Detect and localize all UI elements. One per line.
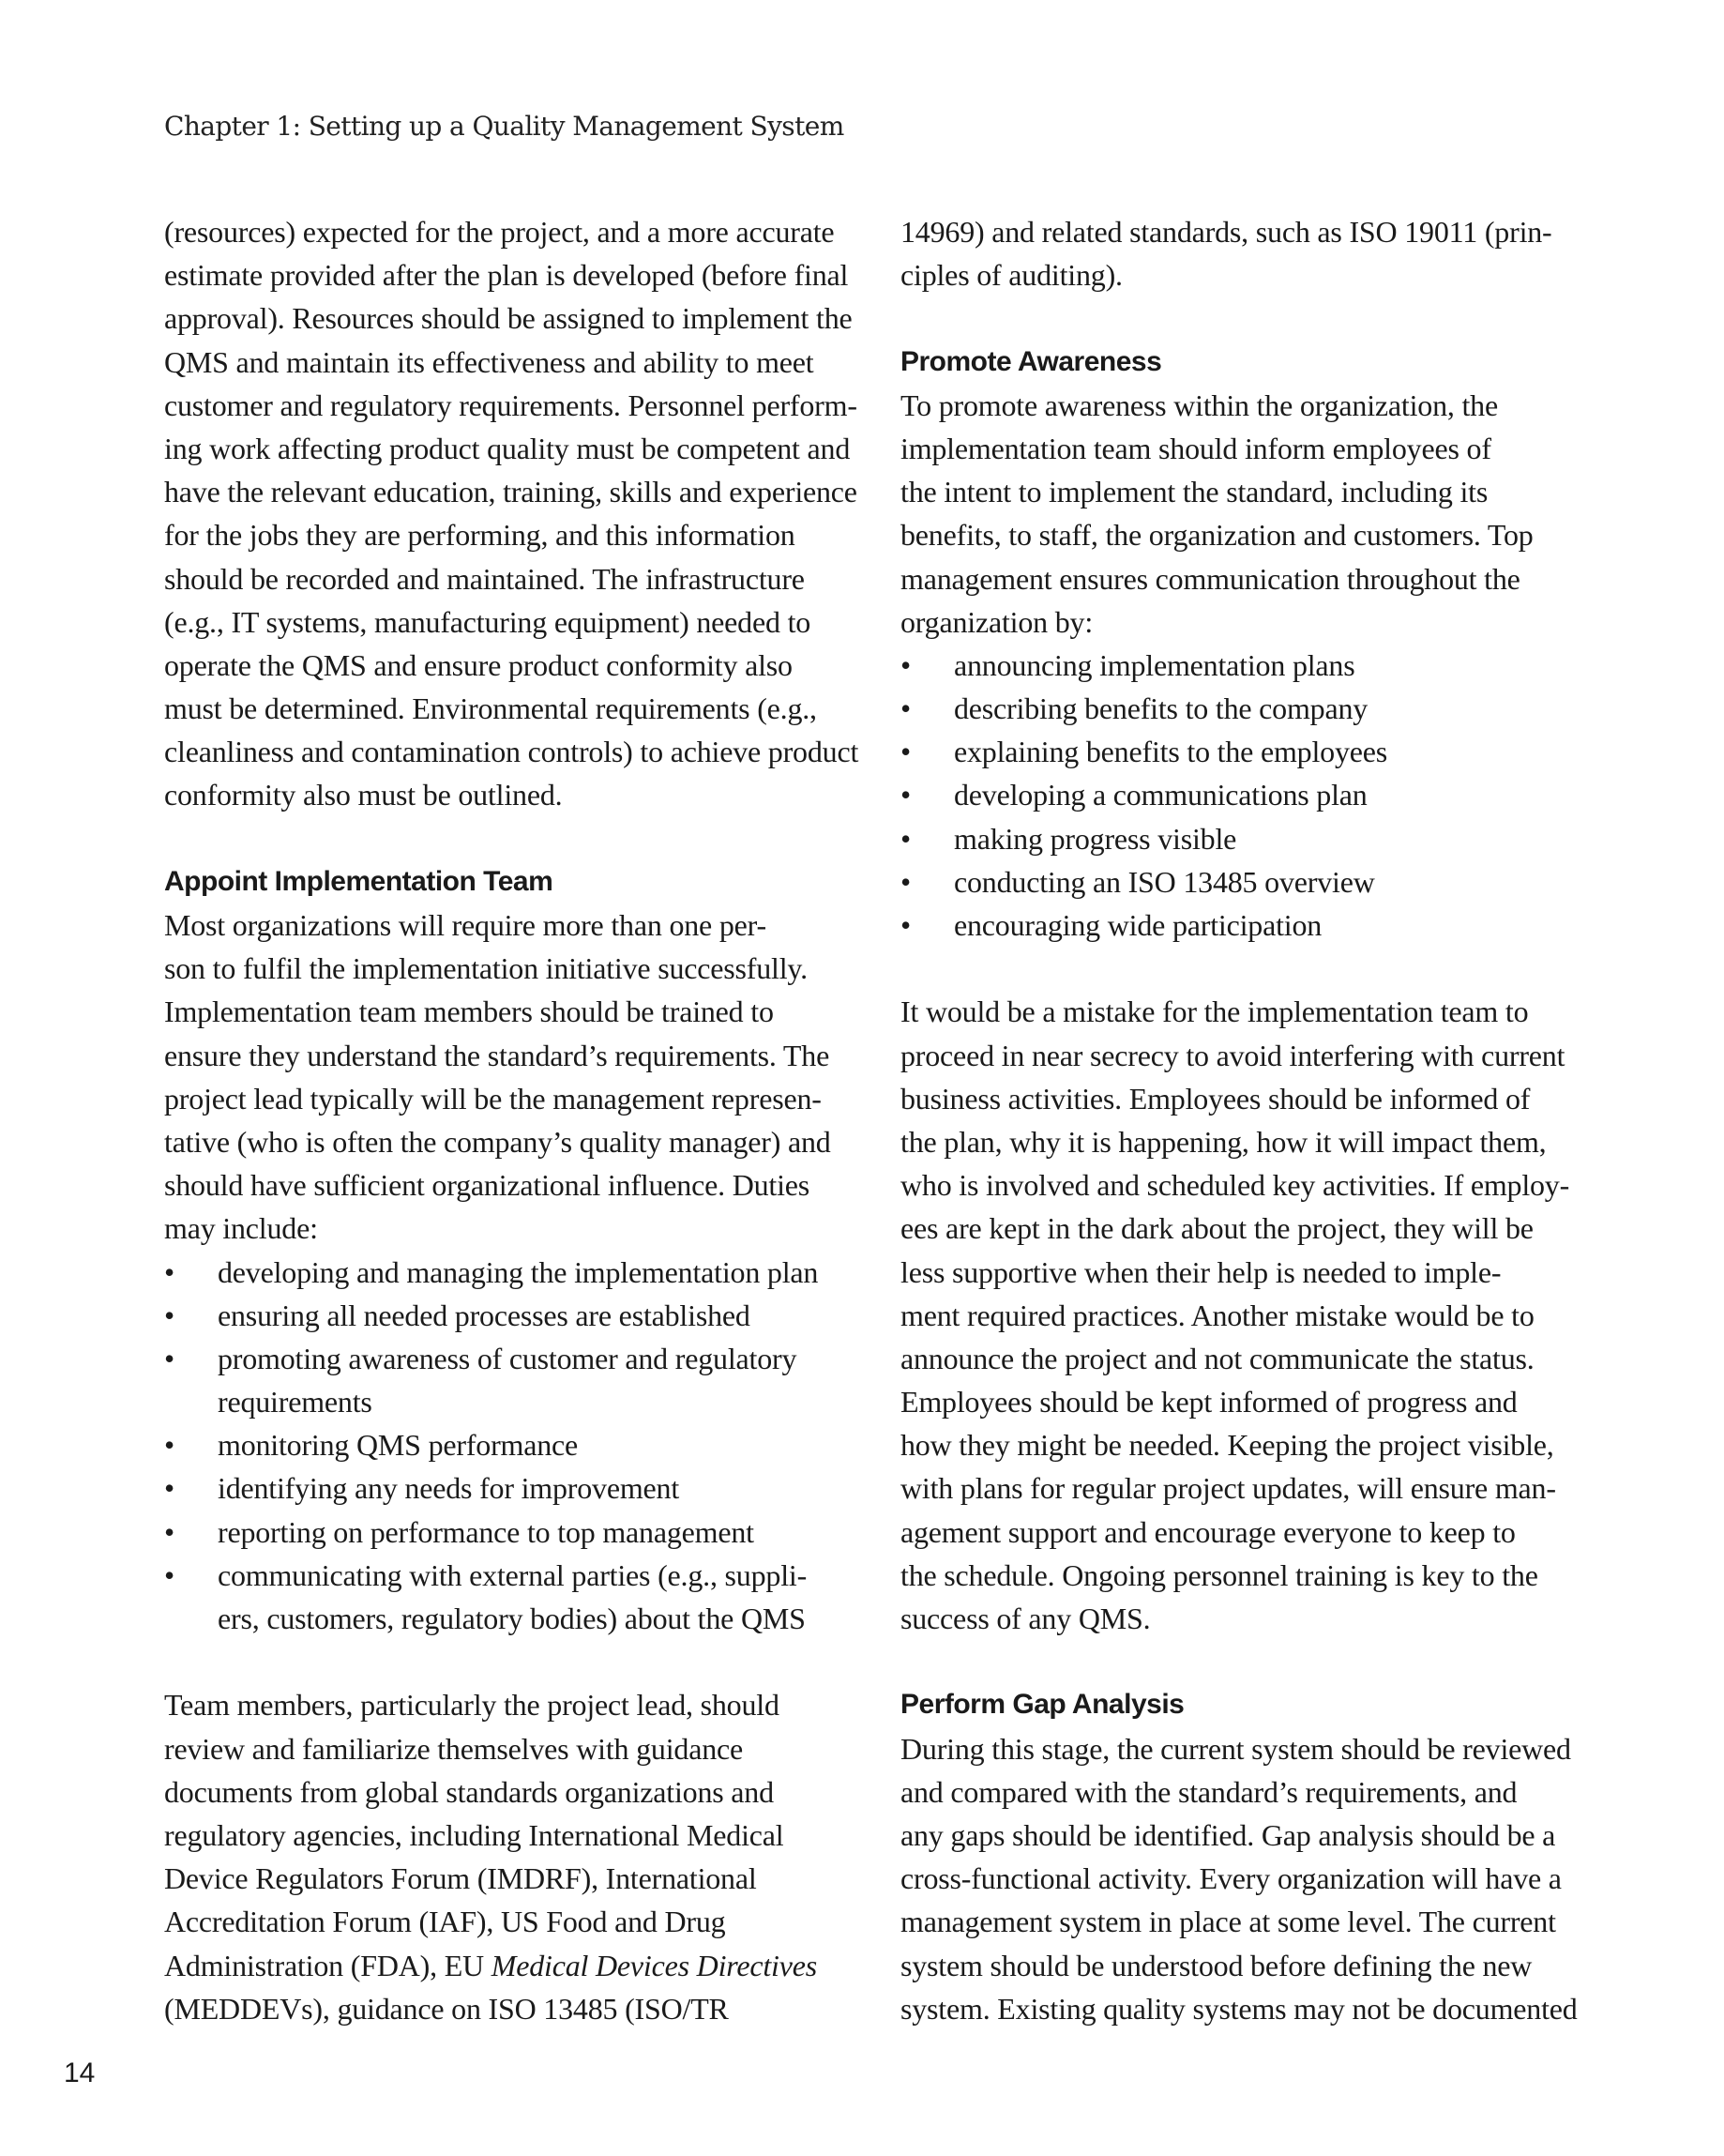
bullet-icon: • bbox=[900, 778, 912, 812]
list-item bbox=[164, 1466, 858, 1510]
text-line: describing benefits to the company bbox=[954, 691, 1369, 726]
text-line: announcing implementation plans bbox=[954, 647, 1355, 682]
bullet-icon: • bbox=[900, 864, 912, 899]
text-line: and compared with the standard’s requirements, and bbox=[900, 1774, 1518, 1809]
text-line: conducting an ISO 13485 overview bbox=[954, 864, 1375, 899]
bullet-icon: • bbox=[164, 1514, 175, 1549]
text-line: ing work affecting product quality must be competent and bbox=[164, 431, 851, 465]
text-line: the intent to implement the standard, including its bbox=[900, 475, 1489, 509]
text-line-with-italic bbox=[164, 1944, 858, 1987]
list-item bbox=[900, 773, 1595, 816]
text-line: ers, customers, regulatory bodies) about the QMS bbox=[218, 1602, 806, 1635]
text-line: (resources) expected for the project, and a more accurate bbox=[164, 215, 835, 249]
text-line: any gaps should be identified. Gap analysis should be a bbox=[900, 1817, 1556, 1852]
duties-list bbox=[164, 1251, 858, 1641]
text-fragment: Administration (FDA), EU bbox=[164, 1948, 491, 1982]
page-number: 14 bbox=[64, 2057, 96, 2088]
text-line: announce the project and not communicate the status. bbox=[900, 1341, 1535, 1375]
text-line: operate the QMS and ensure product conformity also bbox=[164, 647, 793, 682]
text-line: business activities. Employees should be informed of bbox=[900, 1081, 1531, 1116]
text-line: less supportive when their help is needed to imple- bbox=[900, 1254, 1502, 1289]
bullet-icon: • bbox=[164, 1471, 175, 1506]
list-item bbox=[900, 817, 1595, 860]
text-line: the plan, why it is happening, how it will impact them, bbox=[900, 1124, 1547, 1159]
text-line: regulatory agencies, including International Medical bbox=[164, 1817, 784, 1852]
text-line: cross-functional activity. Every organization will have a bbox=[900, 1861, 1562, 1896]
list-item bbox=[164, 1337, 858, 1423]
text-line: Accreditation Forum (IAF), US Food and Drug bbox=[164, 1905, 726, 1939]
text-line: (MEDDEVs), guidance on ISO 13485 (ISO/TR bbox=[164, 1991, 729, 2026]
section-heading-gap-analysis: Perform Gap Analysis bbox=[900, 1689, 1185, 1721]
text-line: customer and regulatory requirements. Personnel perform- bbox=[164, 387, 857, 422]
text-line: tative (who is often the company’s quality manager) and bbox=[164, 1124, 831, 1159]
list-item bbox=[164, 1511, 858, 1554]
left-column bbox=[164, 210, 858, 2030]
bullet-icon: • bbox=[164, 1428, 175, 1463]
paragraph-continuation bbox=[900, 210, 1595, 296]
text-line: Device Regulators Forum (IMDRF), International bbox=[164, 1861, 757, 1896]
text-line: developing a communications plan bbox=[954, 778, 1368, 812]
text-line: making progress visible bbox=[954, 821, 1237, 856]
running-head: Chapter 1: Setting up a Quality Management System bbox=[164, 111, 844, 142]
text-line: project lead typically will be the management represen- bbox=[164, 1081, 822, 1116]
text-line: with plans for regular project updates, will ensure man- bbox=[900, 1471, 1556, 1506]
list-item bbox=[900, 730, 1595, 773]
bullet-icon: • bbox=[164, 1298, 175, 1332]
list-item bbox=[164, 1294, 858, 1337]
text-line: requirements bbox=[218, 1385, 372, 1420]
text-line: Implementation team members should be trained to bbox=[164, 994, 774, 1029]
text-line: During this stage, the current system should be reviewed bbox=[900, 1731, 1571, 1766]
text-line: proceed in near secrecy to avoid interfering with current bbox=[900, 1038, 1565, 1072]
list-item bbox=[900, 644, 1595, 687]
list-item bbox=[900, 687, 1595, 730]
text-line: encouraging wide participation bbox=[954, 908, 1323, 942]
list-item bbox=[900, 903, 1595, 947]
section-heading-promote-awareness: Promote Awareness bbox=[900, 345, 1162, 377]
paragraph-team bbox=[164, 903, 858, 1251]
text-line: documents from global standards organizations and bbox=[164, 1774, 774, 1809]
bullet-icon: • bbox=[164, 1341, 175, 1375]
text-line: may include: bbox=[164, 1211, 318, 1246]
text-line: communicating with external parties (e.g., suppli- bbox=[218, 1557, 808, 1592]
paragraph-gap bbox=[164, 1640, 858, 1683]
text-line: system should be understood before defining the new bbox=[900, 1948, 1533, 1982]
text-line: son to fulfil the implementation initiative successfully. bbox=[164, 951, 808, 986]
text-line: Employees should be kept informed of progress and bbox=[900, 1385, 1518, 1420]
text-line: ment required practices. Another mistake would be to bbox=[900, 1298, 1535, 1332]
list-item bbox=[164, 1423, 858, 1466]
paragraph-gap bbox=[900, 296, 1595, 340]
paragraph-gap bbox=[900, 947, 1595, 990]
paragraph-resources bbox=[164, 210, 858, 817]
text-line: monitoring QMS performance bbox=[218, 1428, 579, 1463]
bullet-icon: • bbox=[164, 1557, 175, 1592]
text-line: organization by: bbox=[900, 604, 1094, 639]
right-column bbox=[900, 210, 1595, 2030]
text-line: the schedule. Ongoing personnel training is key to the bbox=[900, 1557, 1538, 1592]
text-line: who is involved and scheduled key activities. If employ- bbox=[900, 1168, 1570, 1203]
text-line: identifying any needs for improvement bbox=[218, 1471, 680, 1506]
section-heading-appoint-team: Appoint Implementation Team bbox=[164, 865, 553, 897]
paragraph-mistake bbox=[900, 990, 1595, 1640]
text-line: benefits, to staff, the organization and customers. Top bbox=[900, 518, 1534, 553]
text-line: (e.g., IT systems, manufacturing equipment) needed to bbox=[164, 604, 811, 639]
text-line: It would be a mistake for the implementation team to bbox=[900, 994, 1529, 1029]
text-line: for the jobs they are performing, and this information bbox=[164, 518, 795, 553]
text-line: ensure they understand the standard’s requirements. The bbox=[164, 1038, 830, 1072]
text-line: management ensures communication throughout the bbox=[900, 561, 1520, 596]
list-item bbox=[900, 860, 1595, 903]
text-line: implementation team should inform employees of bbox=[900, 431, 1491, 465]
text-line: agement support and encourage everyone to keep to bbox=[900, 1514, 1516, 1549]
text-line: how they might be needed. Keeping the project visible, bbox=[900, 1428, 1554, 1463]
bullet-icon: • bbox=[164, 1254, 175, 1289]
text-line: cleanliness and contamination controls) to achieve product bbox=[164, 735, 859, 769]
text-line: estimate provided after the plan is developed (before final bbox=[164, 258, 849, 293]
paragraph-gap bbox=[164, 817, 858, 860]
text-line: promoting awareness of customer and regulatory bbox=[218, 1341, 797, 1375]
text-line: approval). Resources should be assigned to implement the bbox=[164, 301, 853, 336]
text-line: Most organizations will require more than one per- bbox=[164, 908, 766, 942]
text-line: reporting on performance to top management bbox=[218, 1514, 754, 1549]
text-line: 14969) and related standards, such as ISO 19011 (prin- bbox=[900, 215, 1552, 249]
list-item bbox=[164, 1251, 858, 1294]
list-item bbox=[164, 1554, 858, 1640]
italic-title-medical-devices-directives: Medical Devices Directives bbox=[491, 1948, 817, 1982]
paragraph-guidance bbox=[164, 1683, 858, 2030]
text-line: should have sufficient organizational influence. Duties bbox=[164, 1168, 810, 1203]
text-line: Team members, particularly the project lead, should bbox=[164, 1688, 779, 1723]
bullet-icon: • bbox=[900, 908, 912, 942]
text-line: have the relevant education, training, skills and experience bbox=[164, 475, 857, 509]
text-line: explaining benefits to the employees bbox=[954, 735, 1388, 769]
text-line: should be recorded and maintained. The infrastructure bbox=[164, 561, 805, 596]
text-line: ees are kept in the dark about the project, they will be bbox=[900, 1211, 1534, 1246]
paragraph-gap bbox=[900, 1640, 1595, 1683]
text-line: review and familiarize themselves with guidance bbox=[164, 1731, 744, 1766]
text-line: ciples of auditing). bbox=[900, 258, 1123, 293]
text-line: ensuring all needed processes are established bbox=[218, 1298, 750, 1332]
bullet-icon: • bbox=[900, 735, 912, 769]
paragraph-awareness bbox=[900, 384, 1595, 644]
text-line: To promote awareness within the organization, the bbox=[900, 387, 1498, 422]
paragraph-gap-analysis bbox=[900, 1727, 1595, 2030]
text-line: must be determined. Environmental requirements (e.g., bbox=[164, 691, 817, 726]
text-line: QMS and maintain its effectiveness and ability to meet bbox=[164, 344, 814, 379]
bullet-icon: • bbox=[900, 647, 912, 682]
text-line: conformity also must be outlined. bbox=[164, 778, 563, 812]
text-line: developing and managing the implementation plan bbox=[218, 1254, 819, 1289]
text-line: management system in place at some level. The current bbox=[900, 1905, 1556, 1939]
bullet-icon: • bbox=[900, 691, 912, 726]
bullet-icon: • bbox=[900, 821, 912, 856]
text-line: success of any QMS. bbox=[900, 1602, 1151, 1635]
communication-list bbox=[900, 644, 1595, 947]
text-line: system. Existing quality systems may not be documented bbox=[900, 1991, 1578, 2026]
